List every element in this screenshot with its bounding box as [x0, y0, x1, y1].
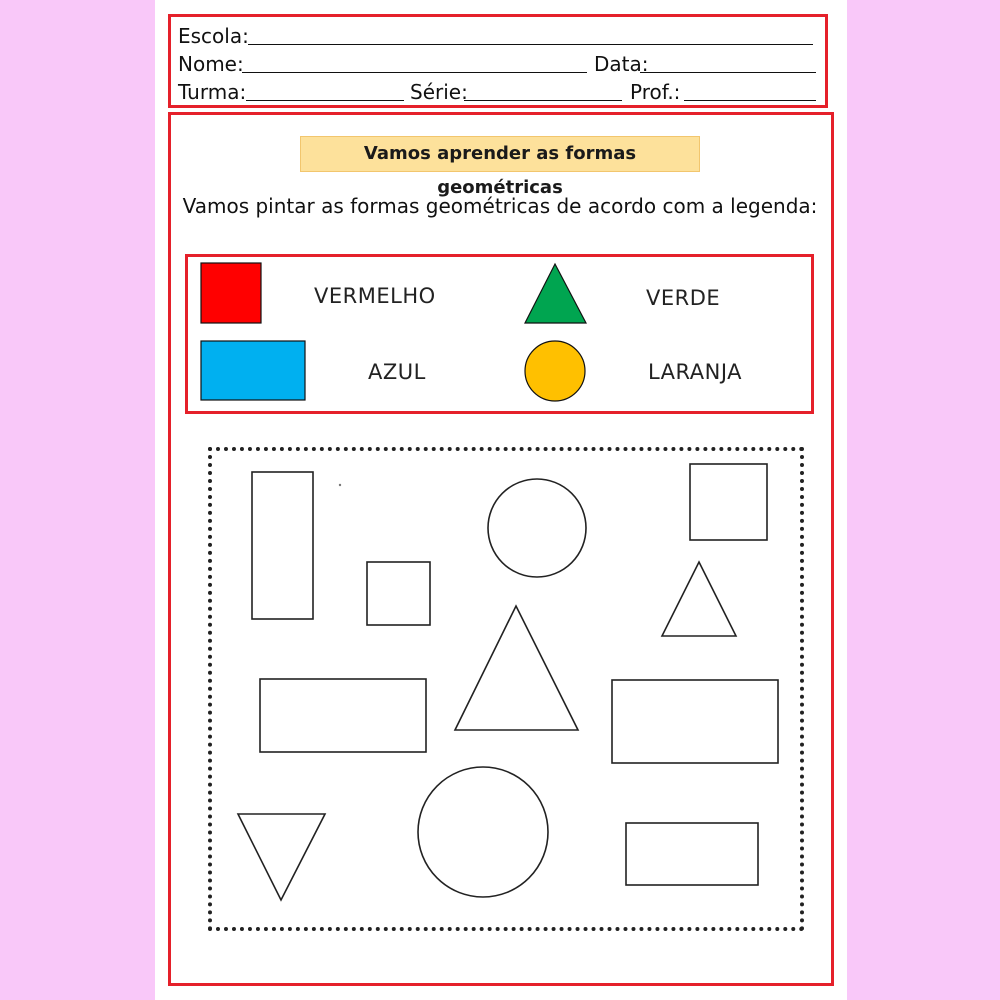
serie-label: Série:	[410, 80, 468, 104]
data-label: Data:	[594, 52, 649, 76]
prof-label: Prof.:	[630, 80, 681, 104]
legend-label-vermelho: VERMELHO	[314, 284, 436, 308]
turma-label: Turma:	[178, 80, 247, 104]
instruction-text: Vamos pintar as formas geométricas de acordo com a legenda:	[182, 194, 818, 218]
legend-label-verde: VERDE	[646, 286, 721, 310]
nome-label: Nome:	[178, 52, 244, 76]
legend-label-laranja: LARANJA	[648, 360, 743, 384]
legend-circle-swatch	[525, 341, 585, 401]
legend-label-azul: AZUL	[368, 360, 426, 384]
legend-triangle-swatch	[525, 264, 586, 323]
legend-square-swatch	[201, 263, 261, 323]
escola-label: Escola:	[178, 24, 249, 48]
legend-rectangle-swatch	[201, 341, 305, 400]
worksheet-title: Vamos aprender as formas geométricas	[300, 136, 700, 172]
shapes-dotted-frame	[208, 447, 804, 931]
